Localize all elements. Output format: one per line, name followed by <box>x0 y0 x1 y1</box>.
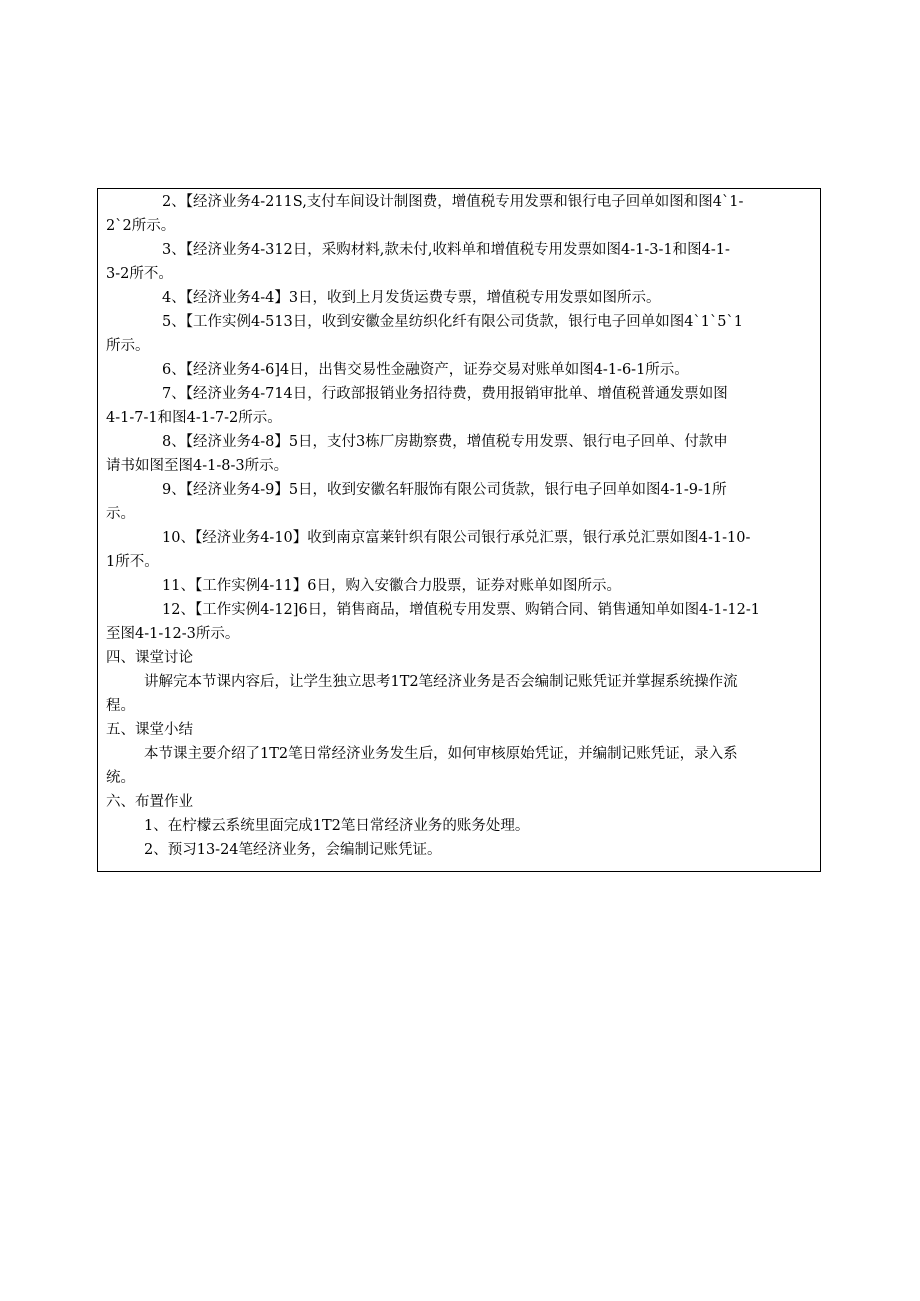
text-line: 2、预习13-24笔经济业务，会编制记账凭证。 <box>144 842 442 858</box>
text-line: 9、【经济业务4-9】5日，收到安徽名轩服饰有限公司货款，银行电子回单如图4-1-9-1所 <box>162 482 727 498</box>
section-heading: 六、布置作业 <box>106 794 193 810</box>
text-line: 本节课主要介绍了1T2笔日常经济业务发生后，如何审核原始凭证，并编制记账凭证，录入系 <box>144 746 738 762</box>
text-line: 8、【经济业务4-8】5日，支付3栋厂房勘察费，增值税专用发票、银行电子回单、付款申 <box>162 434 728 450</box>
text-line: 讲解完本节课内容后，让学生独立思考1T2笔经济业务是否会编制记账凭证并掌握系统操作流 <box>144 674 738 690</box>
text-line: 程。 <box>106 698 135 714</box>
text-line: 示。 <box>106 506 135 522</box>
text-line: 3、【经济业务4-312日，采购材料,款未付,收料单和增值税专用发票如图4-1-3-1和图4-1- <box>162 242 730 258</box>
text-line: 4、【经济业务4-4】3日，收到上月发货运费专票，增值税专用发票如图所示。 <box>162 290 661 306</box>
text-line: 1、在柠檬云系统里面完成1T2笔日常经济业务的账务处理。 <box>144 818 530 834</box>
text-line: 2、【经济业务4-211S,支付车间设计制图费，增值税专用发票和银行电子回单如图和图4`1- <box>162 194 744 210</box>
text-line: 12、【工作实例4-12]6日，销售商品，增值税专用发票、购销合同、销售通知单如图4-1-12-1 <box>162 602 760 618</box>
section-heading: 四、课堂讨论 <box>106 650 193 666</box>
text-line: 7、【经济业务4-714日，行政部报销业务招待费，费用报销审批单、增值税普通发票如图 <box>162 386 728 402</box>
text-line: 所示。 <box>106 338 150 354</box>
text-line: 请书如图至图4-1-8-3所示。 <box>106 458 289 474</box>
text-line: 统。 <box>106 770 135 786</box>
content-table-cell <box>97 188 821 872</box>
text-line: 4-1-7-1和图4-1-7-2所示。 <box>106 410 282 426</box>
text-line: 11、【工作实例4-11】6日，购入安徽合力股票，证券对账单如图所示。 <box>162 578 621 594</box>
text-line: 6、【经济业务4-6]4日，出售交易性金融资产，证券交易对账单如图4-1-6-1所示。 <box>162 362 689 378</box>
text-line: 5、【工作实例4-513日，收到安徽金星纺织化纤有限公司货款，银行电子回单如图4`1`5`1 <box>162 314 743 330</box>
text-line: 3-2所不。 <box>106 266 173 282</box>
text-line: 2`2所示。 <box>106 218 176 234</box>
text-line: 至图4-1-12-3所示。 <box>106 626 240 642</box>
text-line: 10、【经济业务4-10】收到南京富莱针织有限公司银行承兑汇票，银行承兑汇票如图4-1-10- <box>162 530 751 546</box>
section-heading: 五、课堂小结 <box>106 722 193 738</box>
text-line: 1所不。 <box>106 554 159 570</box>
